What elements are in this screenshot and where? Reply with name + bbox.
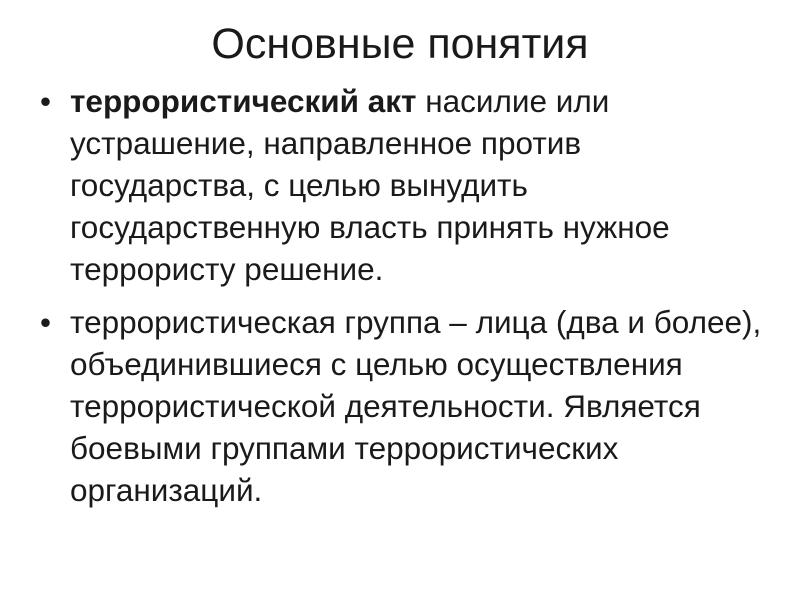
bullet-icon: • <box>40 304 52 340</box>
definition-text: насилие или устрашение, направленное против государства, с целью вынудить государственную власть принять нужное террористу решение. <box>70 83 670 287</box>
bullet-icon: • <box>40 83 52 119</box>
term-label: террористический акт <box>70 83 417 119</box>
bullet-item-terrorist-act <box>36 80 766 290</box>
slide-title: Основные понятия <box>211 20 589 68</box>
bullet-item-terrorist-group <box>36 301 766 511</box>
bullet-list <box>36 80 766 522</box>
definition-text: террористическая группа – лица (два и более), объединившиеся с целью осуществления террористической деятельности. Является боевыми группами террористических организаций. <box>70 304 762 508</box>
